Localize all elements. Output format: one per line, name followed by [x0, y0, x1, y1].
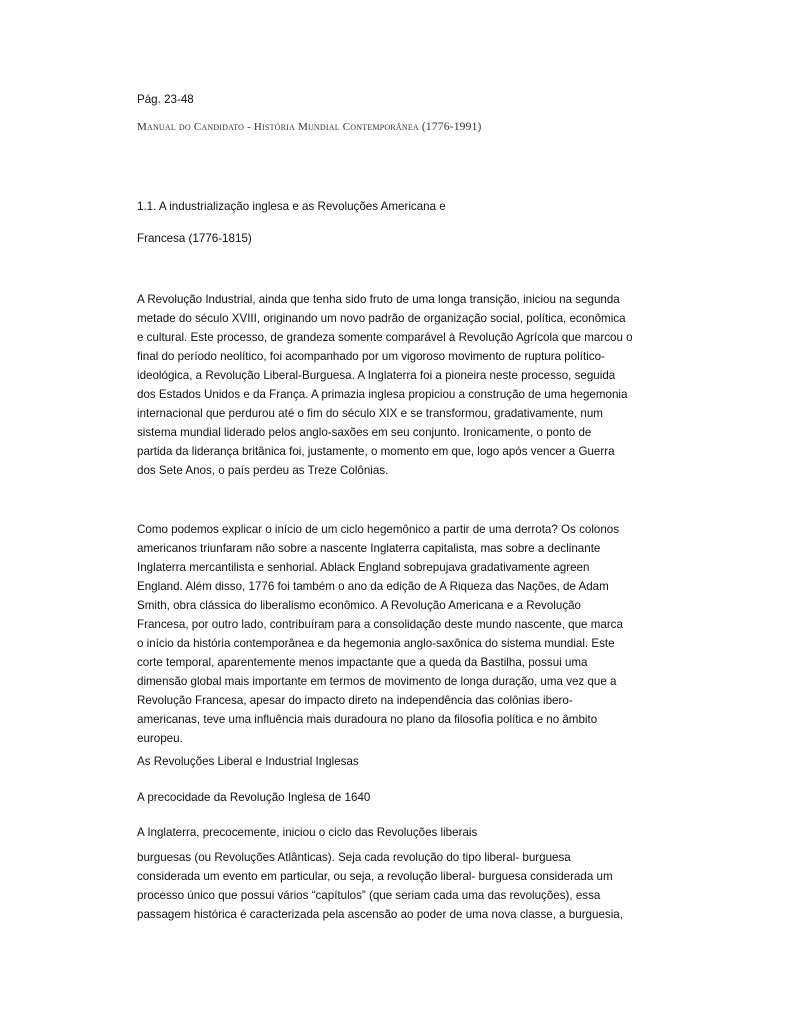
subheading-england-cycle: A Inglaterra, precocemente, iniciou o ciclo das Revoluções liberais [137, 826, 478, 839]
paragraph-line: Francesa, por outro lado, contribuíram para a consolidação deste mundo nascente, que marca [137, 618, 623, 631]
paragraph-line: e cultural. Este processo, de grandeza somente comparável à Revolução Agrícola que marcou o [137, 331, 633, 344]
paragraph-1 [137, 290, 659, 480]
page-reference: Pág. 23-48 [137, 93, 194, 106]
subheading-revolution-1640: A precocidade da Revolução Inglesa de 1640 [137, 791, 371, 804]
manual-title-text: Manual do Candidato - História Mundial Contemporânea [137, 121, 419, 133]
paragraph-line: ideológica, a Revolução Liberal-Burguesa. A Inglaterra foi a pioneira neste processo, seguida [137, 369, 616, 382]
paragraph-2 [137, 520, 659, 748]
paragraph-line: dimensão global mais importante em termos de movimento de longa duração, uma vez que a [137, 675, 617, 688]
paragraph-line: dos Estados Unidos e da França. A primazia inglesa propiciou a construção de uma hegemonia [137, 388, 628, 401]
section-heading-line-1: 1.1. A industrialização inglesa e as Revoluções Americana e [137, 200, 446, 213]
paragraph-line: processo único que possui vários “capítulos” (que seriam cada uma das revoluções), essa [137, 889, 601, 902]
paragraph-line: sistema mundial liderado pelos anglo-saxões em seu conjunto. Ironicamente, o ponto de [137, 426, 592, 439]
paragraph-line: internacional que perdurou até o fim do século XIX e se transformou, gradativamente, num [137, 407, 603, 420]
paragraph-line: Inglaterra mercantilista e senhorial. Ablack England sobrepujava gradativamente agreen [137, 561, 590, 574]
paragraph-line: corte temporal, aparentemente menos impactante que a queda da Bastilha, possui uma [137, 656, 588, 669]
manual-title-years: (1776-1991) [421, 121, 482, 133]
paragraph-line: europeu. [137, 732, 183, 745]
paragraph-line: americanos triunfaram não sobre a nascente Inglaterra capitalista, mas sobre a declinante [137, 542, 601, 555]
subheading-liberal-industrial: As Revoluções Liberal e Industrial Inglesas [137, 755, 359, 768]
paragraph-3 [137, 848, 659, 924]
paragraph-line: England. Além disso, 1776 foi também o ano da edição de A Riqueza das Nações, de Adam [137, 580, 609, 593]
paragraph-line: metade do século XVIII, originando um novo padrão de organização social, política, econômica [137, 312, 626, 325]
section-heading-line-2: Francesa (1776-1815) [137, 232, 252, 245]
paragraph-line: Como podemos explicar o início de um ciclo hegemônico a partir de uma derrota? Os colonos [137, 523, 620, 536]
paragraph-line: dos Sete Anos, o país perdeu as Treze Colônias. [137, 464, 389, 477]
paragraph-line: americanas, teve uma influência mais duradoura no plano da filosofia política e no âmbito [137, 713, 598, 726]
paragraph-line: considerada um evento em particular, ou seja, a revolução liberal- burguesa considerada um [137, 870, 613, 883]
paragraph-line: burguesas (ou Revoluções Atlânticas). Seja cada revolução do tipo liberal- burguesa [137, 851, 571, 864]
paragraph-line: o início da história contemporânea e da hegemonia anglo-saxônica do sistema mundial. Este [137, 637, 615, 650]
paragraph-line: final do período neolítico, foi acompanhado por um vigoroso movimento de ruptura político- [137, 350, 605, 363]
paragraph-line: partida da liderança britânica foi, justamente, o momento em que, logo após vencer a Guerra [137, 445, 615, 458]
paragraph-line: Smith, obra clássica do liberalismo econômico. A Revolução Americana e a Revolução [137, 599, 582, 612]
paragraph-line: A Revolução Industrial, ainda que tenha sido fruto de uma longa transição, iniciou na segunda [137, 293, 620, 306]
paragraph-line: Revolução Francesa, apesar do impacto direto na independência das colônias ibero- [137, 694, 573, 707]
manual-title [137, 121, 659, 133]
paragraph-line: passagem histórica é caracterizada pela ascensão ao poder de uma nova classe, a burguesia, [137, 908, 623, 921]
